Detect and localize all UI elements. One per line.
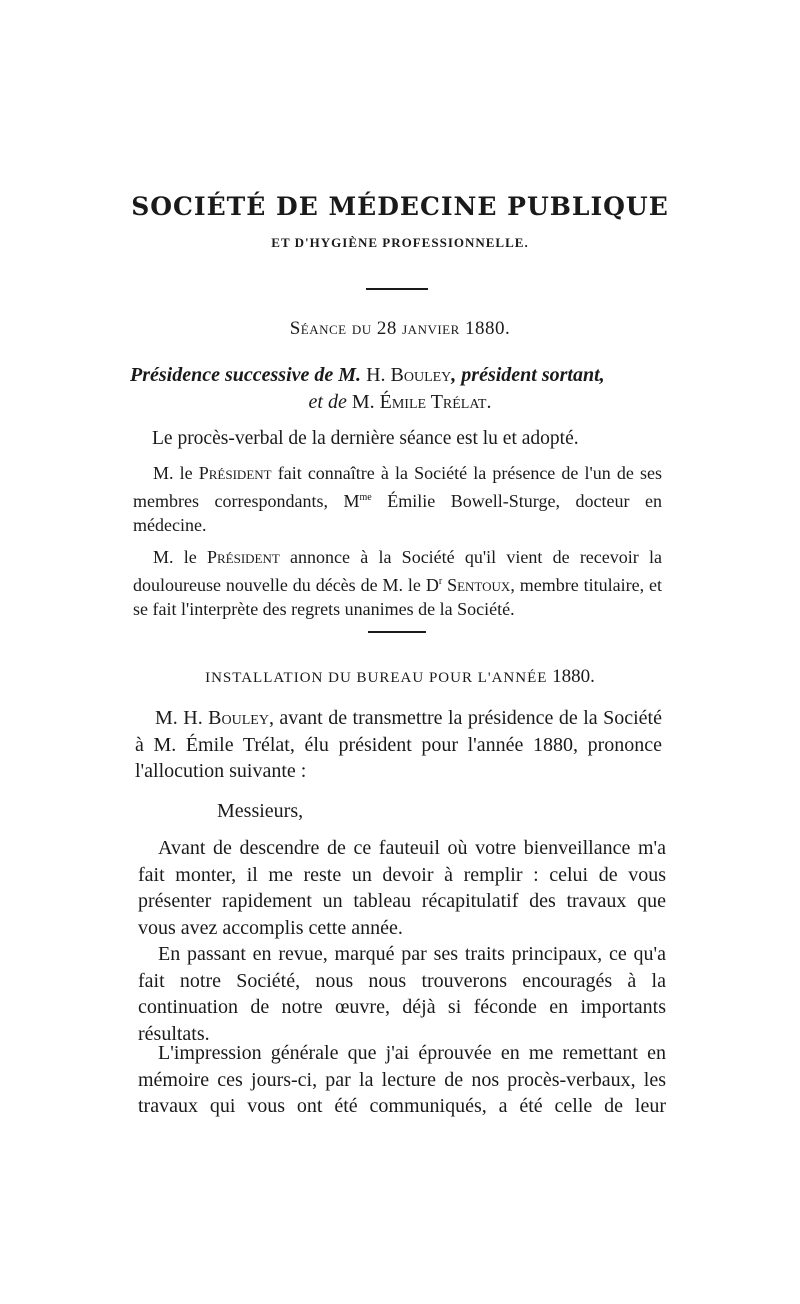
para1-text-c: Émilie Bowell-Sturge, docteur en médecine.	[133, 490, 662, 535]
section-heading-text: INSTALLATION DU BUREAU POUR L'ANNÉE	[205, 670, 548, 686]
paragraph-presence	[133, 461, 662, 538]
paragraph-bouley	[135, 705, 662, 785]
speech-paragraph-3: L'impression générale que j'ai éprouvée en me remettant en mémoire ces jours-ci, par la lecture de nos procès-verbaux, les travaux qui vous ont été communiqués, a été celle de leur	[138, 1042, 666, 1117]
seance-heading: Séance du 28 janvier 1880.	[289, 318, 511, 339]
para1-president: Président	[198, 463, 272, 483]
para2-text-a: M. le	[153, 547, 207, 567]
speech-paragraph-1: Avant de descendre de ce fauteuil où votre bienveillance m'a fait monter, il me reste un devoir à remplir : celui de vous présenter rapidement un tableau récapitulatif des travaux que vous avez accomplis cette année.	[138, 837, 666, 939]
para2-president: Président	[206, 547, 280, 567]
presidence-m2: M.	[346, 391, 380, 413]
presidence-m: M.	[338, 364, 362, 386]
para1-sup: me	[359, 491, 372, 503]
presidence-initial: H.	[361, 364, 391, 386]
page-subtitle: ET D'HYGIÈNE PROFESSIONNELLE.	[271, 235, 529, 250]
divider-top	[366, 288, 428, 290]
para3-text-a: M. H.	[155, 707, 209, 729]
presidence-name-trelat: Émile Trélat	[379, 391, 487, 413]
divider-middle	[368, 631, 426, 633]
paragraph-sentoux	[133, 545, 662, 622]
presidence-role: , président sortant,	[451, 364, 605, 386]
section-heading-year: 1880.	[552, 666, 595, 687]
presidence-et-de: et de	[308, 391, 347, 413]
speech-paragraph-2: En passant en revue, marqué par ses traits principaux, ce qu'a fait notre Société, nous nous trouverons encouragés à la continuation de notre œuvre, déjà si féconde en importants résultats.	[138, 943, 666, 1045]
para1-text-b: fait connaître à la Société la présence de l'un de ses membres correspondants, M	[133, 463, 663, 511]
presidence-text: Présidence successive de	[130, 364, 339, 386]
para2-sup: r	[438, 575, 443, 587]
salutation: Messieurs,	[217, 800, 304, 822]
para3-name: Bouley	[208, 707, 269, 729]
presidence-line-1	[130, 364, 670, 387]
presidence-name-bouley: Bouley	[390, 364, 452, 386]
para3-text-b: , avant de transmettre la présidence de la Société à M. Émile Trélat, élu président pour l'année 1880, prononce l'allocution suivante :	[135, 707, 662, 782]
proces-verbal-line: Le procès-verbal de la dernière séance est lu et adopté.	[152, 428, 579, 449]
para2-text-c: , membre titulaire, et se fait l'interprète des regrets unanimes de la Société.	[133, 574, 662, 619]
para2-name: Sentoux	[447, 574, 511, 595]
para1-text-a: M. le	[153, 463, 199, 483]
para2-text-b: annonce à la Société qu'il vient de recevoir la douloureuse nouvelle du décès de M. le D	[133, 547, 662, 595]
presidence-end: .	[486, 391, 492, 413]
section-heading	[0, 666, 800, 688]
presidence-line-2	[0, 391, 800, 414]
page-title: SOCIÉTÉ DE MÉDECINE PUBLIQUE	[131, 192, 669, 221]
